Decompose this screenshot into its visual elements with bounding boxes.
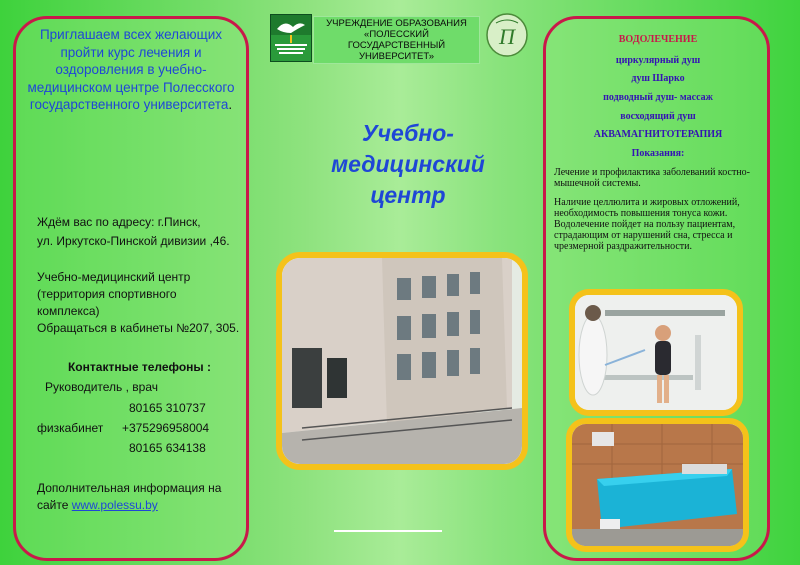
center-location: Учебно-медицинский центр (территория спортивного комплекса) — [37, 270, 191, 318]
treatment-item-1: циркулярный душ — [615, 55, 701, 66]
treatment-item-2: душ Шарко — [631, 73, 685, 84]
more-info — [37, 480, 242, 514]
physio-phone-1: +375296958004 — [122, 421, 210, 435]
invite-end: . — [228, 97, 233, 112]
university-logo — [486, 13, 528, 57]
indications-heading: Показания: — [631, 148, 685, 159]
physio-phone-2: 80165 634138 — [129, 441, 206, 455]
decorative-line — [334, 530, 442, 532]
treatment-item-5: АКВАМАГНИТОТЕРАПИЯ — [593, 129, 723, 140]
head-phone: 80165 310737 — [129, 401, 206, 415]
treatment-item-3: подводный душ- массаж — [603, 92, 713, 103]
physio-label: физкабинет — [37, 421, 104, 435]
phones-heading: Контактные телефоны : — [67, 360, 212, 374]
treatment-heading: ВОДОЛЕЧЕНИЕ — [618, 34, 698, 45]
indications-para-2: Наличие целлюлита и жировых отложений, необходимость повышения тонуса кожи. Водолечение пойдет на пользу пациентам, страдающим от нарушений сна, стресса и чрезмерной раздражительности. — [554, 197, 740, 252]
emblem-icon — [271, 15, 311, 61]
center-title: Учебно-медицинский центр — [331, 120, 485, 208]
indications-para-1: Лечение и профилактика заболеваний костно-мышечной системы. — [554, 167, 751, 189]
shower-photo — [569, 289, 743, 416]
institution-header: УЧРЕЖДЕНИЕ ОБРАЗОВАНИЯ «ПОЛЕССКИЙ ГОСУДАРСТВЕННЫЙ УНИВЕРСИТЕТ» — [313, 16, 480, 64]
invite-body: Приглашаем всех желающих пройти курс лечения и оздоровления в учебно-медицинском центре Полесского государственного университета — [27, 27, 235, 112]
building-photo — [276, 252, 528, 470]
address-line-2: ул. Иркутско-Пинской дивизии ,46. — [37, 234, 230, 248]
pgu-logo-icon — [486, 13, 528, 57]
office-rooms: Обращаться в кабинеты №207, 305. — [37, 321, 240, 335]
site-link[interactable]: www.polessu.by — [71, 498, 158, 512]
address-line-1: Ждём вас по адресу: г.Пинск, — [37, 215, 201, 229]
building-image — [282, 258, 522, 464]
more-info-text: Дополнительная информация на сайте — [37, 481, 222, 512]
hydromassage-bath-image — [572, 424, 743, 546]
head-label: Руководитель , врач — [45, 380, 159, 394]
svg-text:П: П — [499, 24, 515, 49]
invite-text — [26, 26, 236, 114]
bath-photo — [566, 418, 749, 552]
shower-image — [575, 295, 737, 410]
treatment-item-4: восходящий душ — [620, 111, 696, 122]
university-emblem — [270, 14, 312, 62]
